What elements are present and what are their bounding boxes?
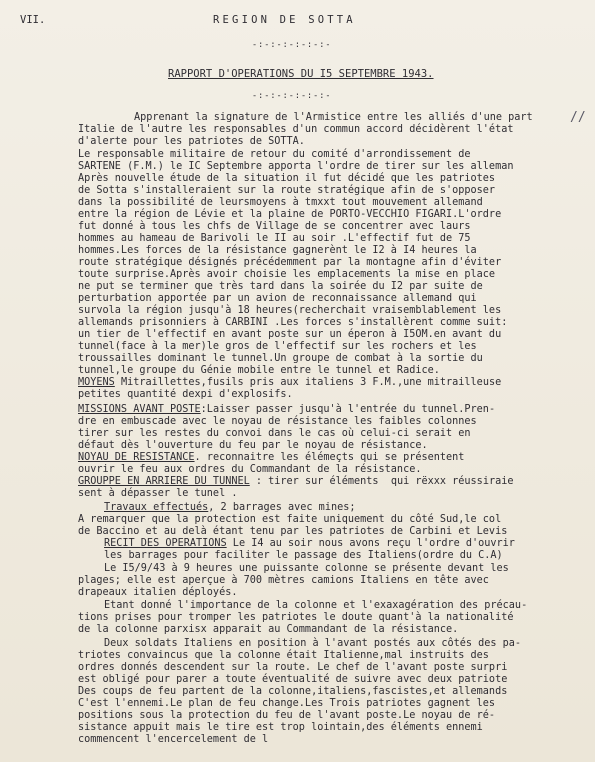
report-line: de Sotta s'installeraient sur la route stratégique afin de s'opposer [78, 185, 496, 196]
report-line: petites quantité dexpi d'explosifs. [78, 389, 293, 400]
report-line: fut donné à tous les chfs de Village de se concentrer avec laurs [78, 221, 471, 232]
decorative-dashes-bottom: -:-:-:-:-:-:- [252, 91, 332, 101]
report-line: MOYENS Mitraillettes,fusils pris aux italiens 3 F.M.,une mitrailleuse [78, 377, 502, 388]
report-line: est obligé pour parer a toute éventualité de suivre avec deux patriote [78, 674, 508, 685]
report-line: perturbation apportée par un avion de reconnaissance allemand qui [78, 293, 477, 304]
report-line: Le responsable militaire de retour du comité d'arrondissement de [78, 149, 471, 160]
report-line: triotes convaincus que la colonne était Italienne,mal instruits des [78, 650, 489, 661]
report-line: Apprenant la signature de l'Armistice entre les alliés d'une part [134, 112, 533, 123]
report-line: tunnel(face à la mer)le gros de l'effectif sur les rochers et les [78, 341, 477, 352]
section-number: VII. [20, 14, 46, 26]
report-line: ne put se terminer que très tard dans la soirée du I2 par suite de [78, 281, 483, 292]
report-line: survola la région jusqu'à 18 heures(recherchait vraisemblablement les [78, 305, 502, 316]
report-line: MISSIONS AVANT POSTE:Laisser passer jusqu'à l'entrée du tunnel.Pren- [78, 404, 496, 415]
region-title: REGION DE SOTTA [213, 14, 356, 26]
report-line: Travaux effectués, 2 barrages avec mines; [104, 502, 356, 513]
report-line: drapeaux italien déployés. [78, 587, 238, 598]
report-title: RAPPORT D'OPERATIONS DU I5 SEPTEMBRE 1943. [168, 68, 434, 80]
report-line: allemands prisonniers à CARBINI .Les forces s'installèrent comme suit: [78, 317, 508, 328]
report-line: C'est l'ennemi.Le plan de feu change.Les Trois patriotes gagnent les [78, 698, 496, 709]
report-line: hommes.Les forces de la résistance gagnerènt le I2 à I4 heures la [78, 245, 477, 256]
report-line: entre la région de Lévie et la plaine de PORTO-VECCHIO FIGARI.L'ordre [78, 209, 502, 220]
report-line: dans la possibilité de leursmoyens à tmxxt tout mouvement allemand [78, 197, 483, 208]
handwritten-margin-mark: // [570, 110, 586, 125]
report-line: tions prises pour tromper les patriotes le doute quant'à la nationalité [78, 612, 514, 623]
report-line: Deux soldats Italiens en position à l'avant postés aux côtés des pa- [104, 638, 522, 649]
report-line: plages; elle est aperçue à 700 mètres camions Italiens en tête avec [78, 575, 489, 586]
report-line: commencent l'encercelement de l [78, 734, 269, 745]
report-line: les barrages pour faciliter le passage des Italiens(ordre du C.A) [104, 550, 503, 561]
report-line: de la colonne parxisx apparait au Commandant de la résistance. [78, 624, 459, 635]
report-line: Etant donné l'importance de la colonne et l'exaxagération des précau- [104, 600, 528, 611]
report-line: tunnel,le groupe du Génie mobile entre le tunnel et Radice. [78, 365, 440, 376]
decorative-dashes-top: -:-:-:-:-:-:- [252, 40, 332, 50]
report-line: tirer sur les restes du convoi dans le cas où celui-ci serait en [78, 428, 471, 439]
report-line: dre en embuscade avec le noyau de résistance les faibles colonnes [78, 416, 477, 427]
report-line: Après nouvelle étude de la situation il fut décidé que les patriotes [78, 173, 496, 184]
report-line: toute surprise.Après avoir choisie les emplacements la mise en place [78, 269, 496, 280]
report-line: A remarquer que la protection est faite uniquement du côté Sud,le col [78, 514, 502, 525]
report-line: hommes au hameau de Barivoli le II au soir .L'effectif fut de 75 [78, 233, 471, 244]
report-line: positions sous la protection du feu de l'avant poste.Le noyau de ré- [78, 710, 496, 721]
report-line: Italie de l'autre les responsables d'un commun accord décidèrent l'état [78, 124, 514, 135]
report-line: RECIT DES OPERATIONS Le I4 au soir nous avons reçu l'ordre d'ouvrir [104, 538, 515, 549]
report-line: troussailles dominant le tunnel.Un groupe de combat à la sortie du [78, 353, 483, 364]
report-line: un tier de l'effectif en avant poste sur un éperon à I5OM.en avant du [78, 329, 502, 340]
report-line: ouvrir le feu aux ordres du Commandant de la résistance. [78, 464, 422, 475]
report-line: d'alerte pour les patriotes de SOTTA. [78, 136, 305, 147]
report-line: ordres donnés descendent sur la route. Le chef de l'avant poste surpri [78, 662, 508, 673]
report-line: NOYAU DE RESISTANCE. reconnaitre les élémeçts qui se présentent [78, 452, 465, 463]
report-line: SARTENE (F.M.) le IC Septembre apporta l'ordre de tirer sur les alleman [78, 161, 514, 172]
report-line: Des coups de feu partent de la colonne,italiens,fascistes,et allemands [78, 686, 508, 697]
report-line: défaut dès l'ouverture du feu par le noyau de résistance. [78, 440, 428, 451]
report-line: GROUPPE EN ARRIERE DU TUNNEL : tirer sur éléments qui rëxxx réussiraie [78, 476, 514, 487]
report-line: sent à dépasser le tunel . [78, 488, 238, 499]
report-line: de Baccino et au delà étant tenu par les patriotes de Carbini et Levis [78, 526, 508, 537]
report-line: route stratégique désignés précédemment par la montagne afin d'éviter [78, 257, 502, 268]
report-line: sistance appuit mais le tire est trop lointain,des éléments ennemi [78, 722, 483, 733]
report-line: Le I5/9/43 à 9 heures une puissante colonne se présente devant les [104, 563, 509, 574]
